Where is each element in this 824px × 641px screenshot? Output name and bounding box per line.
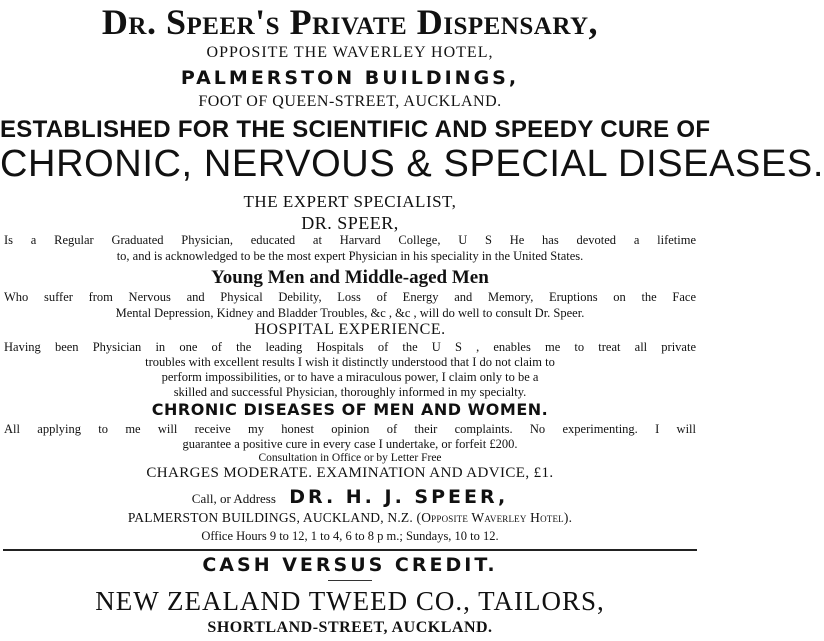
new-zealand-tweed-company-line: NEW ZEALAND TWEED CO., TAILORS, bbox=[95, 586, 605, 616]
shortland-street-line: SHORTLAND-STREET, AUCKLAND. bbox=[207, 619, 493, 636]
call-address-line bbox=[0, 488, 700, 507]
biography-line-2: to, and is acknowledged to be the most expert Physician in his speciality in the United States. bbox=[116, 249, 584, 263]
short-divider-rule bbox=[328, 580, 372, 581]
cash-versus-credit-headline: CASH VERSUS CREDIT. bbox=[202, 554, 498, 576]
chronic-line-2: guarantee a positive cure in every case I undertake, or forfeit £200. bbox=[182, 437, 518, 451]
dispensary-title: Dr. Speer's Private Dispensary, bbox=[101, 2, 599, 42]
office-hours-line: Office Hours 9 to 12, 1 to 4, 6 to 8 p m.; Sundays, 10 to 12. bbox=[201, 529, 499, 543]
expert-specialist-line: THE EXPERT SPECIALIST, bbox=[243, 192, 457, 211]
opposite-hotel-line: OPPOSITE THE WAVERLEY HOTEL, bbox=[206, 44, 494, 61]
dr-hj-speer-name: DR. H. J. SPEER, bbox=[289, 486, 509, 508]
hospital-line-3: perform impossibilities, or to have a miraculous power, I claim only to be a bbox=[161, 370, 539, 384]
established-line: ESTABLISHED FOR THE SCIENTIFIC AND SPEEDY CURE OF bbox=[0, 116, 711, 143]
hospital-experience-heading: HOSPITAL EXPERIENCE. bbox=[254, 321, 446, 338]
foot-of-queen-street-line: FOOT OF QUEEN-STREET, AUCKLAND. bbox=[198, 93, 502, 110]
address-end: ). bbox=[563, 510, 573, 525]
chronic-diseases-heading: CHRONIC DISEASES OF MEN AND WOMEN. bbox=[151, 400, 549, 419]
address-main: PALMERSTON BUILDINGS, AUCKLAND, N.Z. ( bbox=[127, 510, 422, 525]
young-men-heading: Young Men and Middle-aged Men bbox=[211, 267, 489, 288]
hospital-line-1: Having been Physician in one of the leading Hospitals of the U S , enables me to treat all private bbox=[4, 340, 696, 354]
young-men-line-1: Who suffer from Nervous and Physical Debility, Loss of Energy and Memory, Eruptions on the Face bbox=[4, 290, 696, 304]
address-line bbox=[0, 511, 700, 525]
hospital-line-4: skilled and successful Physician, thoroughly informed in my specialty. bbox=[173, 385, 527, 399]
call-address-prefix: Call, or Address bbox=[191, 491, 276, 506]
charges-line: CHARGES MODERATE. EXAMINATION AND ADVICE, £1. bbox=[146, 465, 554, 481]
hospital-line-2: troubles with excellent results I wish it distinctly understood that I do not claim to bbox=[145, 355, 555, 369]
young-men-line-2: Mental Depression, Kidney and Bladder Troubles, &c , &c , will do well to consult Dr. Speer. bbox=[115, 306, 585, 320]
section-divider-rule bbox=[3, 549, 697, 551]
address-hotel: Opposite Waverley Hotel bbox=[421, 510, 564, 525]
chronic-nervous-special-diseases-headline: CHRONIC, NERVOUS & SPECIAL DISEASES. bbox=[0, 143, 824, 185]
chronic-line-1: All applying to me will receive my honest opinion of their complaints. No experimenting. I will bbox=[4, 422, 696, 436]
consultation-line: Consultation in Office or by Letter Free bbox=[258, 452, 442, 464]
palmerston-buildings-line: PALMERSTON BUILDINGS, bbox=[180, 67, 520, 89]
dr-speer-line: DR. SPEER, bbox=[301, 213, 399, 233]
biography-line-1: Is a Regular Graduated Physician, educated at Harvard College, U S He has devoted a lifetime bbox=[4, 233, 696, 247]
